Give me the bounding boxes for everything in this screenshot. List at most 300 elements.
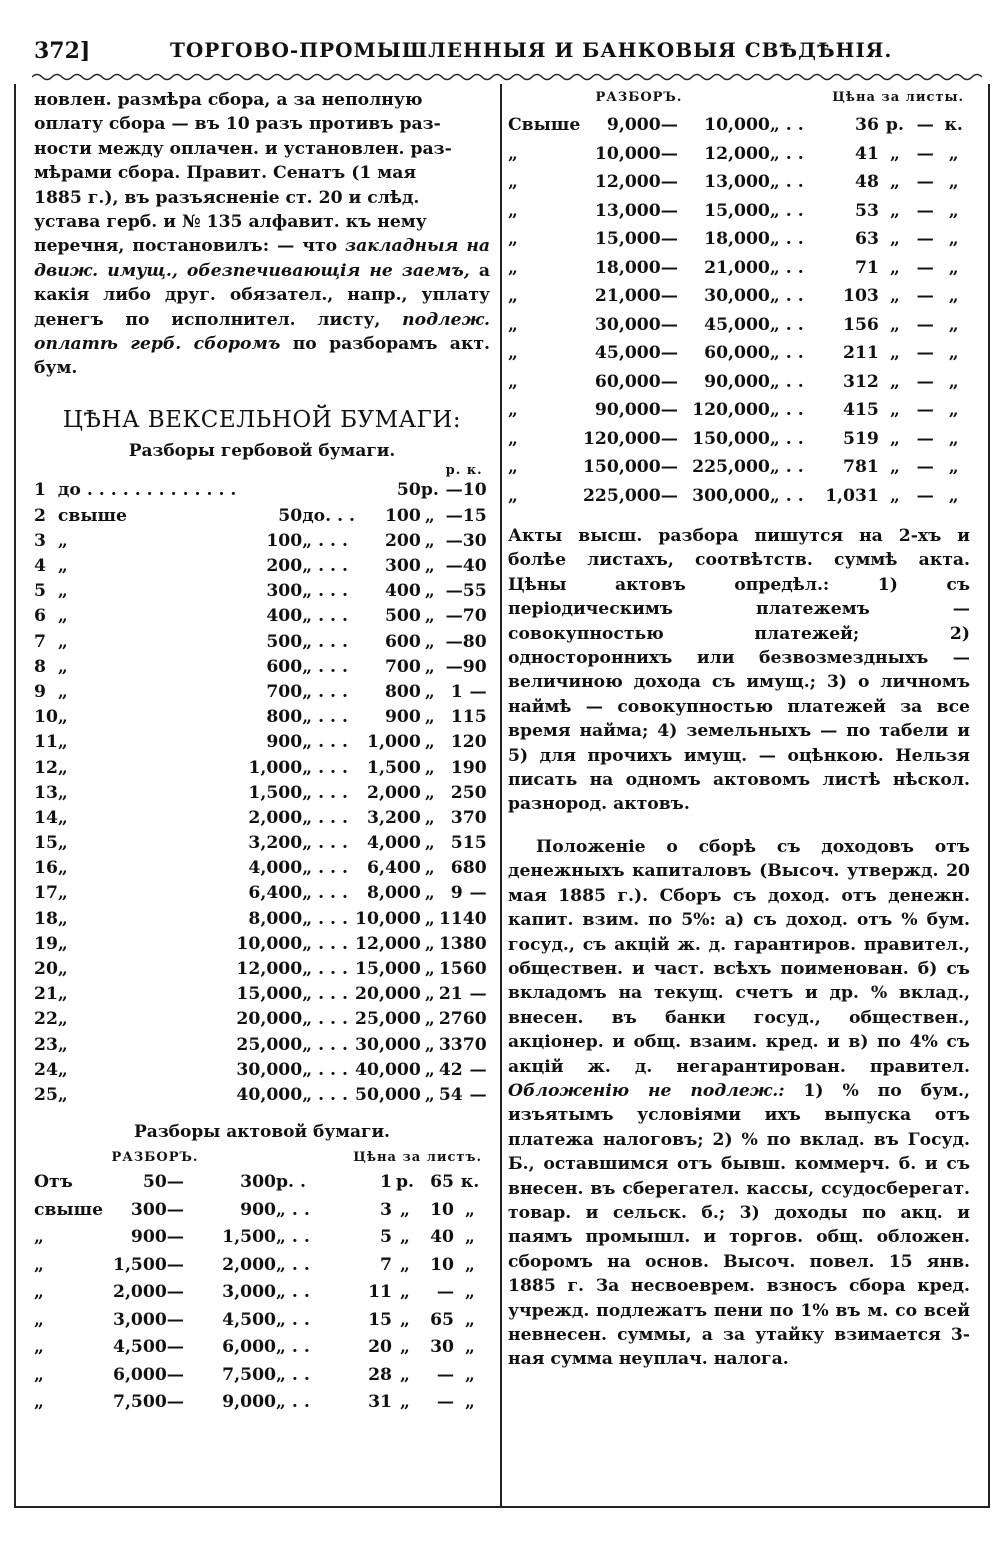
stamp-row-cell: 55 <box>462 581 487 602</box>
stamp-row-cell: 3 <box>450 807 463 828</box>
stamp-row-cell: — <box>469 681 487 702</box>
stamp-row-cell: 1 <box>450 757 463 778</box>
stamp-row-cell: 6,400 <box>248 883 303 904</box>
act-row-cell: „ . . <box>276 1392 310 1413</box>
right-act-row-cell: „ <box>508 457 518 478</box>
stamp-row-cell: „ . . . <box>302 933 348 954</box>
right-act-row-cell: 156 <box>843 314 879 335</box>
section-title: ЦѢНА ВЕКСЕЛЬНОЙ БУМАГИ: <box>62 406 462 433</box>
right-act-row-cell: „ <box>948 143 959 164</box>
stamp-row-cell: 42 <box>438 1059 463 1080</box>
stamp-row-cell: 24 <box>34 1059 58 1080</box>
act-row-cell: „ <box>465 1282 475 1303</box>
page-number: 372] <box>34 38 91 64</box>
right-act-row-cell: „ <box>948 314 959 335</box>
stamp-row-cell: „ <box>57 656 68 677</box>
act-row-cell: „ <box>465 1337 475 1358</box>
act-row-cell: Отъ <box>34 1172 73 1193</box>
act-row-cell: „ <box>400 1309 410 1330</box>
right-act-row-cell: „ . . <box>769 286 804 307</box>
stamp-row-cell: „ <box>424 782 435 803</box>
stamp-row-cell: 8,000 <box>248 908 303 929</box>
stamp-row-cell: 1,500 <box>367 757 421 778</box>
act-row-cell: 15 <box>368 1309 392 1330</box>
right-act-row-cell: 30,000 <box>704 286 770 307</box>
column-divider <box>500 84 502 1506</box>
right-act-row-cell: 781 <box>843 457 879 478</box>
stamp-row-cell: 700 <box>384 656 421 677</box>
stamp-row-cell: 15,000 <box>355 959 421 980</box>
stamp-row-cell: 5 <box>450 833 463 854</box>
stamp-row-cell: 200 <box>266 556 303 577</box>
act-row-cell: 1,500— <box>112 1254 184 1275</box>
act-row-cell: 7,500— <box>112 1392 184 1413</box>
regulation-body: (Высоч. утвержд. 20 мая 1885 г.). Сборъ съ доход. отъ денежн. капит. взим. по 5%: а) съ доход. отъ % бум. госуд., съ акцій ж. д. гарантиров. правител., обществен. и част. всѣхъ поименован. б) съ вкладомъ на текущ. счетъ и др. % вклад., внесен. въ банки госуд., обществен., акціонер. и общ. взаим. кред. и в) по 4% съ акцій ж. д. негарантирован. правител. <box>508 861 971 1077</box>
act-row-cell: 6,000 <box>222 1337 276 1358</box>
stamp-row-cell: 2,000 <box>367 782 421 803</box>
stamp-row-cell: „ <box>57 1059 68 1080</box>
stamp-row-cell: 20 <box>462 732 487 753</box>
right-act-row <box>508 140 968 169</box>
stamp-row-cell: 19 <box>34 933 58 954</box>
stamp-row-cell: — <box>445 581 463 602</box>
stamp-row-cell: „ <box>57 631 68 652</box>
stamp-row-cell: 16 <box>34 858 58 879</box>
stamp-row-cell: 1 <box>450 707 463 728</box>
right-act-row-cell: „ <box>948 343 959 364</box>
stamp-row-cell: — <box>445 480 463 501</box>
act-row-cell: 31 <box>368 1392 392 1413</box>
stamp-row-cell: 2 <box>34 505 46 526</box>
stamp-row <box>34 1082 487 1107</box>
right-act-row-cell: „ <box>889 257 900 278</box>
stamp-row-cell: 13 <box>438 933 463 954</box>
stamp-row-cell: 50 <box>462 782 487 803</box>
wavy-rule <box>32 70 982 84</box>
right-act-row-cell: 13,000 <box>704 172 770 193</box>
right-act-row-cell: — <box>916 286 934 307</box>
right-act-row-cell: 150,000 <box>692 428 770 449</box>
stamp-row <box>34 1057 487 1082</box>
stamp-row-cell: „ <box>57 782 68 803</box>
stamp-row-cell: „ <box>424 757 435 778</box>
act-row <box>34 1196 486 1224</box>
stamp-row-cell: „ <box>424 707 435 728</box>
stamp-row-cell: „ . . . <box>302 707 348 728</box>
stamp-row-cell: „ <box>424 631 435 652</box>
stamp-row-cell: „ . . . <box>302 1034 348 1055</box>
act-col-header-range: РАЗБОРЪ. <box>111 1149 199 1165</box>
right-act-row-cell: — <box>916 172 934 193</box>
stamp-row-cell: 40 <box>462 556 487 577</box>
stamp-row-cell: 90 <box>462 757 487 778</box>
stamp-row <box>34 553 487 578</box>
act-row-cell: „ <box>465 1392 475 1413</box>
right-act-row-cell: 30,000— <box>594 314 678 335</box>
stamp-row-cell: 50 <box>278 505 303 526</box>
stamp-row <box>34 579 487 604</box>
stamp-row <box>34 856 487 881</box>
act-row-cell: „ <box>400 1227 410 1248</box>
right-act-row-cell: „ <box>889 457 900 478</box>
stamp-row-cell: 800 <box>266 707 303 728</box>
act-row-cell: 7,500 <box>222 1364 276 1385</box>
stamp-row-cell: „ <box>424 807 435 828</box>
stamp-row-cell: „ <box>424 933 435 954</box>
stamp-row-cell: — <box>469 883 487 904</box>
right-act-row-cell: „ . . <box>769 457 804 478</box>
right-act-row-cell: „ <box>948 428 959 449</box>
stamp-row-cell: — <box>469 1084 487 1105</box>
right-act-row-cell: „ . . <box>769 343 804 364</box>
act-row-cell: 3,000— <box>112 1309 184 1330</box>
stamp-row <box>34 654 487 679</box>
stamp-row-cell: „ . . . <box>302 782 348 803</box>
right-act-row-cell: „ <box>889 286 900 307</box>
stamp-row-cell: „ <box>424 556 435 577</box>
stamp-row-cell: 90 <box>462 656 487 677</box>
right-act-row-cell: „ <box>889 371 900 392</box>
stamp-row-cell: — <box>445 656 463 677</box>
stamp-row-cell: „ <box>57 757 68 778</box>
stamp-row-cell: „ <box>424 732 435 753</box>
stamp-row-cell: до . . . . . . . . . . . . . <box>57 480 237 501</box>
stamp-row-cell: 300 <box>384 556 421 577</box>
act-row-cell: „ <box>34 1227 44 1248</box>
act-row-cell: 1,500 <box>222 1227 276 1248</box>
act-row-cell: 300— <box>130 1199 184 1220</box>
act-row-cell: 28 <box>368 1364 392 1385</box>
stamp-row-cell: 6 <box>450 858 463 879</box>
stamp-row-cell: „ <box>57 556 68 577</box>
stamp-row-cell: 5 <box>34 581 46 602</box>
stamp-row-cell: 100 <box>266 530 303 551</box>
act-row-cell: „ <box>34 1337 44 1358</box>
right-act-row-cell: 15,000— <box>594 229 678 250</box>
stamp-row-cell: 1,000 <box>248 757 303 778</box>
stamp-row-cell: „ <box>424 606 435 627</box>
right-act-row-cell: — <box>916 428 934 449</box>
stamp-row-cell: 15 <box>462 505 487 526</box>
right-act-row-cell: 12,000 <box>704 143 770 164</box>
stamp-row-cell: 23 <box>34 1034 58 1055</box>
stamp-row-cell: „ <box>424 908 435 929</box>
right-act-row-cell: 18,000 <box>704 229 770 250</box>
stamp-row-cell: „ <box>424 1059 435 1080</box>
act-col-header-price: Цѣна за листъ. <box>353 1149 482 1165</box>
stamp-row-cell: 54 <box>438 1084 463 1105</box>
stamp-row-cell: 40 <box>462 908 487 929</box>
act-table-title: Разборы актовой бумаги. <box>134 1121 390 1142</box>
right-act-row-cell: 63 <box>854 229 879 250</box>
stamp-row-cell: „ <box>57 681 68 702</box>
right-act-row-cell: „ . . <box>769 257 804 278</box>
right-column <box>508 88 970 1372</box>
stamp-row-cell: 15 <box>34 833 58 854</box>
stamp-row-cell: „ <box>57 858 68 879</box>
stamp-row-cell: 200 <box>384 530 421 551</box>
stamp-row-cell: 100 <box>384 505 421 526</box>
right-act-row-cell: — <box>916 485 934 506</box>
right-act-row-cell: — <box>916 457 934 478</box>
intro-line: 1885 г.), въ разъясненіе ст. 20 и слѣд. <box>34 187 420 208</box>
stamp-row <box>34 956 487 981</box>
act-row-cell: „ <box>465 1227 475 1248</box>
stamp-row-cell: 4,000 <box>248 858 303 879</box>
stamp-row <box>34 604 487 629</box>
stamp-row-cell: „ <box>57 1009 68 1030</box>
stamp-row-cell: — <box>445 530 463 551</box>
right-act-row-cell: „ <box>889 343 900 364</box>
stamp-row-cell: „ <box>424 858 435 879</box>
right-act-row-cell: „ <box>948 200 959 221</box>
stamp-row-cell: 11 <box>34 732 58 753</box>
right-act-row-cell: 10,000— <box>594 143 678 164</box>
stamp-row-cell: „ <box>424 959 435 980</box>
stamp-row <box>34 1007 487 1032</box>
stamp-row-cell: 6 <box>34 606 46 627</box>
right-act-row-cell: 53 <box>854 200 879 221</box>
act-row <box>34 1306 486 1334</box>
act-row-cell: „ <box>465 1309 475 1330</box>
stamp-row-cell: „ <box>424 656 435 677</box>
right-act-row-cell: „ . . <box>769 200 804 221</box>
stamp-row-cell: „ . . . <box>302 858 348 879</box>
act-row <box>34 1389 486 1417</box>
right-act-row-cell: 103 <box>843 286 879 307</box>
act-row-cell: „ . . <box>276 1254 310 1275</box>
right-act-row-cell: 41 <box>854 143 879 164</box>
act-row-cell: 9,000 <box>222 1392 276 1413</box>
right-act-row-cell: „ <box>948 286 959 307</box>
stamp-row-cell: 600 <box>266 656 303 677</box>
stamp-row-cell: 6,400 <box>367 858 421 879</box>
right-act-row-cell: 10,000 <box>704 115 770 136</box>
left-column <box>34 88 490 1416</box>
stamp-row-cell: 30 <box>462 530 487 551</box>
act-row-cell: 3,000 <box>222 1282 276 1303</box>
right-act-row-cell: „ <box>889 143 900 164</box>
stamp-row-cell: 80 <box>462 631 487 652</box>
stamp-row-cell: „ <box>424 681 435 702</box>
right-act-row-cell: „ <box>508 485 518 506</box>
right-act-row-cell: „ . . <box>769 400 804 421</box>
act-row-cell: р. <box>395 1172 414 1193</box>
stamp-row-cell: 22 <box>34 1009 58 1030</box>
right-act-row-cell: „ <box>889 314 900 335</box>
intro-mid-text: а какія либо друг. обязател., напр., уплату денегъ по исполнител. листу, <box>34 260 490 330</box>
stamp-row-cell: 30,000 <box>355 1034 421 1055</box>
right-act-row-cell: — <box>916 115 934 136</box>
right-act-row-cell: „ . . <box>769 314 804 335</box>
right-act-row-cell: „ . . <box>769 485 804 506</box>
stamp-row-cell: 30,000 <box>236 1059 303 1080</box>
right-act-row-cell: 90,000 <box>704 371 770 392</box>
stamp-row-cell: — <box>469 1059 487 1080</box>
right-act-row-cell: — <box>916 371 934 392</box>
right-act-row-cell: „ <box>948 257 959 278</box>
right-act-row-cell: „ <box>889 229 900 250</box>
act-row-cell: 5 <box>380 1227 392 1248</box>
stamp-row-cell: 12 <box>34 757 58 778</box>
right-act-row-cell: 225,000 <box>692 457 770 478</box>
stamp-row-cell: 40,000 <box>355 1059 421 1080</box>
right-act-row-cell: 71 <box>854 257 879 278</box>
act-row-cell: 3 <box>380 1199 392 1220</box>
stamp-row-cell: „ . . . <box>302 581 348 602</box>
stamp-row-cell: „ . . . <box>302 556 348 577</box>
stamp-row-cell: „ . . . <box>302 1009 348 1030</box>
stamp-row <box>34 755 487 780</box>
stamp-row <box>34 730 487 755</box>
stamp-row-cell: „ <box>424 1084 435 1105</box>
stamp-row-cell: 1 <box>450 681 463 702</box>
stamp-row-cell: 400 <box>384 581 421 602</box>
right-act-row-cell: „ . . <box>769 428 804 449</box>
right-act-row-cell: „ <box>508 343 518 364</box>
right-act-row-cell: „ <box>889 200 900 221</box>
act-row-cell: 1 <box>380 1172 392 1193</box>
right-act-row <box>508 111 968 140</box>
stamp-row-cell: 15 <box>438 959 463 980</box>
stamp-row-cell: „ <box>57 984 68 1005</box>
right-act-row-cell: 519 <box>843 428 879 449</box>
right-act-row-cell: 9,000— <box>606 115 678 136</box>
stamp-row-cell: до. . . <box>302 505 356 526</box>
stamp-row-cell: 27 <box>438 1009 463 1030</box>
stamp-row <box>34 982 487 1007</box>
right-act-row-cell: 1,031 <box>825 485 879 506</box>
right-act-row-cell: 60,000— <box>594 371 678 392</box>
act-row-cell: 300 <box>240 1172 276 1193</box>
right-act-row-cell: „ <box>508 371 518 392</box>
acts-paragraph: Акты высш. разбора пишутся на 2-хъ и болѣе листахъ, соотвѣтств. суммѣ акта. Цѣны актовъ опредѣл.: 1) съ періодическимъ платежемъ — совокупностью платежей; 2) одностороннихъ или безвозмездныхъ — величиною дохода съ имущ.; 3) о личномъ наймѣ — совокупностью платежей за все время найма; 4) земельныхъ — по табели и 5) для прочихъ имущ. — оцѣнкою. Нельзя писать на одномъ актовомъ листѣ нѣскол. разнород. актовъ. <box>508 526 970 815</box>
stamp-row-cell: р. <box>420 480 439 501</box>
right-act-row-cell: „ <box>889 428 900 449</box>
stamp-row-cell: 1 <box>34 480 46 501</box>
act-row-cell: 40 <box>430 1227 454 1248</box>
stamp-row <box>34 906 487 931</box>
regulation-paragraph <box>508 835 970 1372</box>
stamp-row-cell: „ <box>57 883 68 904</box>
right-act-row-cell: „ . . <box>769 115 804 136</box>
stamp-row-cell: 60 <box>462 1009 487 1030</box>
stamp-row-cell: 25,000 <box>355 1009 421 1030</box>
stamp-row <box>34 478 487 503</box>
right-act-row <box>508 311 968 340</box>
intro-line: перечня, постановилъ: — что <box>34 236 338 257</box>
stamp-row-cell: 600 <box>384 631 421 652</box>
right-act-row-cell: „ <box>889 172 900 193</box>
stamp-row-cell: — <box>445 606 463 627</box>
stamp-row-cell: 3 <box>34 530 46 551</box>
stamp-row-cell: 21 <box>438 984 463 1005</box>
right-act-row-cell: 211 <box>843 343 879 364</box>
right-act-row <box>508 168 968 197</box>
right-act-row <box>508 368 968 397</box>
act-row-cell: р. . <box>276 1172 306 1193</box>
stamp-row-cell: „ <box>57 530 68 551</box>
stamp-row-cell: „ . . . <box>302 908 348 929</box>
stamp-row-cell: 20 <box>34 959 58 980</box>
stamp-row-cell: 3,200 <box>248 833 303 854</box>
act-row-cell: 30 <box>430 1337 454 1358</box>
right-act-row-cell: „ <box>508 257 518 278</box>
act-paper-table <box>34 1144 486 1417</box>
right-act-row-cell: — <box>916 314 934 335</box>
stamp-row-cell: 50,000 <box>355 1084 421 1105</box>
stamp-row-cell: 70 <box>462 606 487 627</box>
right-act-row-cell: р. <box>885 115 904 136</box>
stamp-row-cell: 25 <box>34 1084 58 1105</box>
stamp-row-cell: „ <box>57 1034 68 1055</box>
right-act-row-cell: „ . . <box>769 371 804 392</box>
right-act-row <box>508 339 968 368</box>
stamp-row-cell: „ . . . <box>302 606 348 627</box>
act-row-cell: „ . . <box>276 1309 310 1330</box>
act-row <box>34 1334 486 1362</box>
stamp-row-cell: 21 <box>34 984 58 1005</box>
stamp-row-cell: 17 <box>34 883 58 904</box>
stamp-row-cell: 8 <box>34 656 46 677</box>
act-row-cell: — <box>436 1282 454 1303</box>
stamp-row <box>34 1032 487 1057</box>
stamp-row-cell: 7 <box>34 631 46 652</box>
right-act-row-cell: Свыше <box>508 115 581 136</box>
stamp-row-cell: „ . . . <box>302 807 348 828</box>
stamp-row-cell: 4 <box>34 556 46 577</box>
stamp-row <box>34 629 487 654</box>
right-act-row-cell: „ <box>948 371 959 392</box>
stamp-row-cell: 9 <box>450 883 463 904</box>
stamp-row-cell: „ . . . <box>302 530 348 551</box>
stamp-row-cell: 12,000 <box>355 933 421 954</box>
ruble-kopek-header: р. к. <box>445 462 483 478</box>
act-row-cell: 65 <box>430 1172 454 1193</box>
right-act-row-cell: 415 <box>843 400 879 421</box>
act-row-cell: к. <box>460 1172 480 1193</box>
intro-end-text: по разборамъ акт. бум. <box>34 334 490 379</box>
stamp-row-cell: 40,000 <box>236 1084 303 1105</box>
stamp-row <box>34 931 487 956</box>
stamp-row-cell: 500 <box>266 631 303 652</box>
act-row-cell: „ . . <box>276 1282 310 1303</box>
act-row-cell: „ <box>34 1282 44 1303</box>
act-row-cell: 900— <box>130 1227 184 1248</box>
intro-line: оплату сбора — въ 10 разъ противъ раз- <box>34 114 441 135</box>
stamp-row-cell: „ <box>57 732 68 753</box>
right-act-row-cell: 60,000 <box>704 343 770 364</box>
right-act-row-cell: — <box>916 343 934 364</box>
act-row-cell: 2,000— <box>112 1282 184 1303</box>
stamp-row-cell: 1,500 <box>248 782 303 803</box>
stamp-row-cell: „ <box>424 530 435 551</box>
right-act-row-cell: 21,000 <box>704 257 770 278</box>
right-act-row-cell: — <box>916 257 934 278</box>
act-row-cell: „ <box>465 1364 475 1385</box>
stamp-row-cell: 18 <box>34 908 58 929</box>
stamp-row-cell: 11 <box>438 908 463 929</box>
right-act-row <box>508 453 968 482</box>
act-row-cell: „ <box>34 1309 44 1330</box>
right-act-row-cell: — <box>916 229 934 250</box>
right-act-row-cell: 12,000— <box>594 172 678 193</box>
stamp-row-cell: 15,000 <box>236 984 303 1005</box>
stamp-row-cell: свыше <box>57 505 127 526</box>
stamp-row-cell: 10,000 <box>355 908 421 929</box>
right-act-row-cell: 120,000 <box>692 400 770 421</box>
act-paper-table-continued <box>508 88 968 510</box>
